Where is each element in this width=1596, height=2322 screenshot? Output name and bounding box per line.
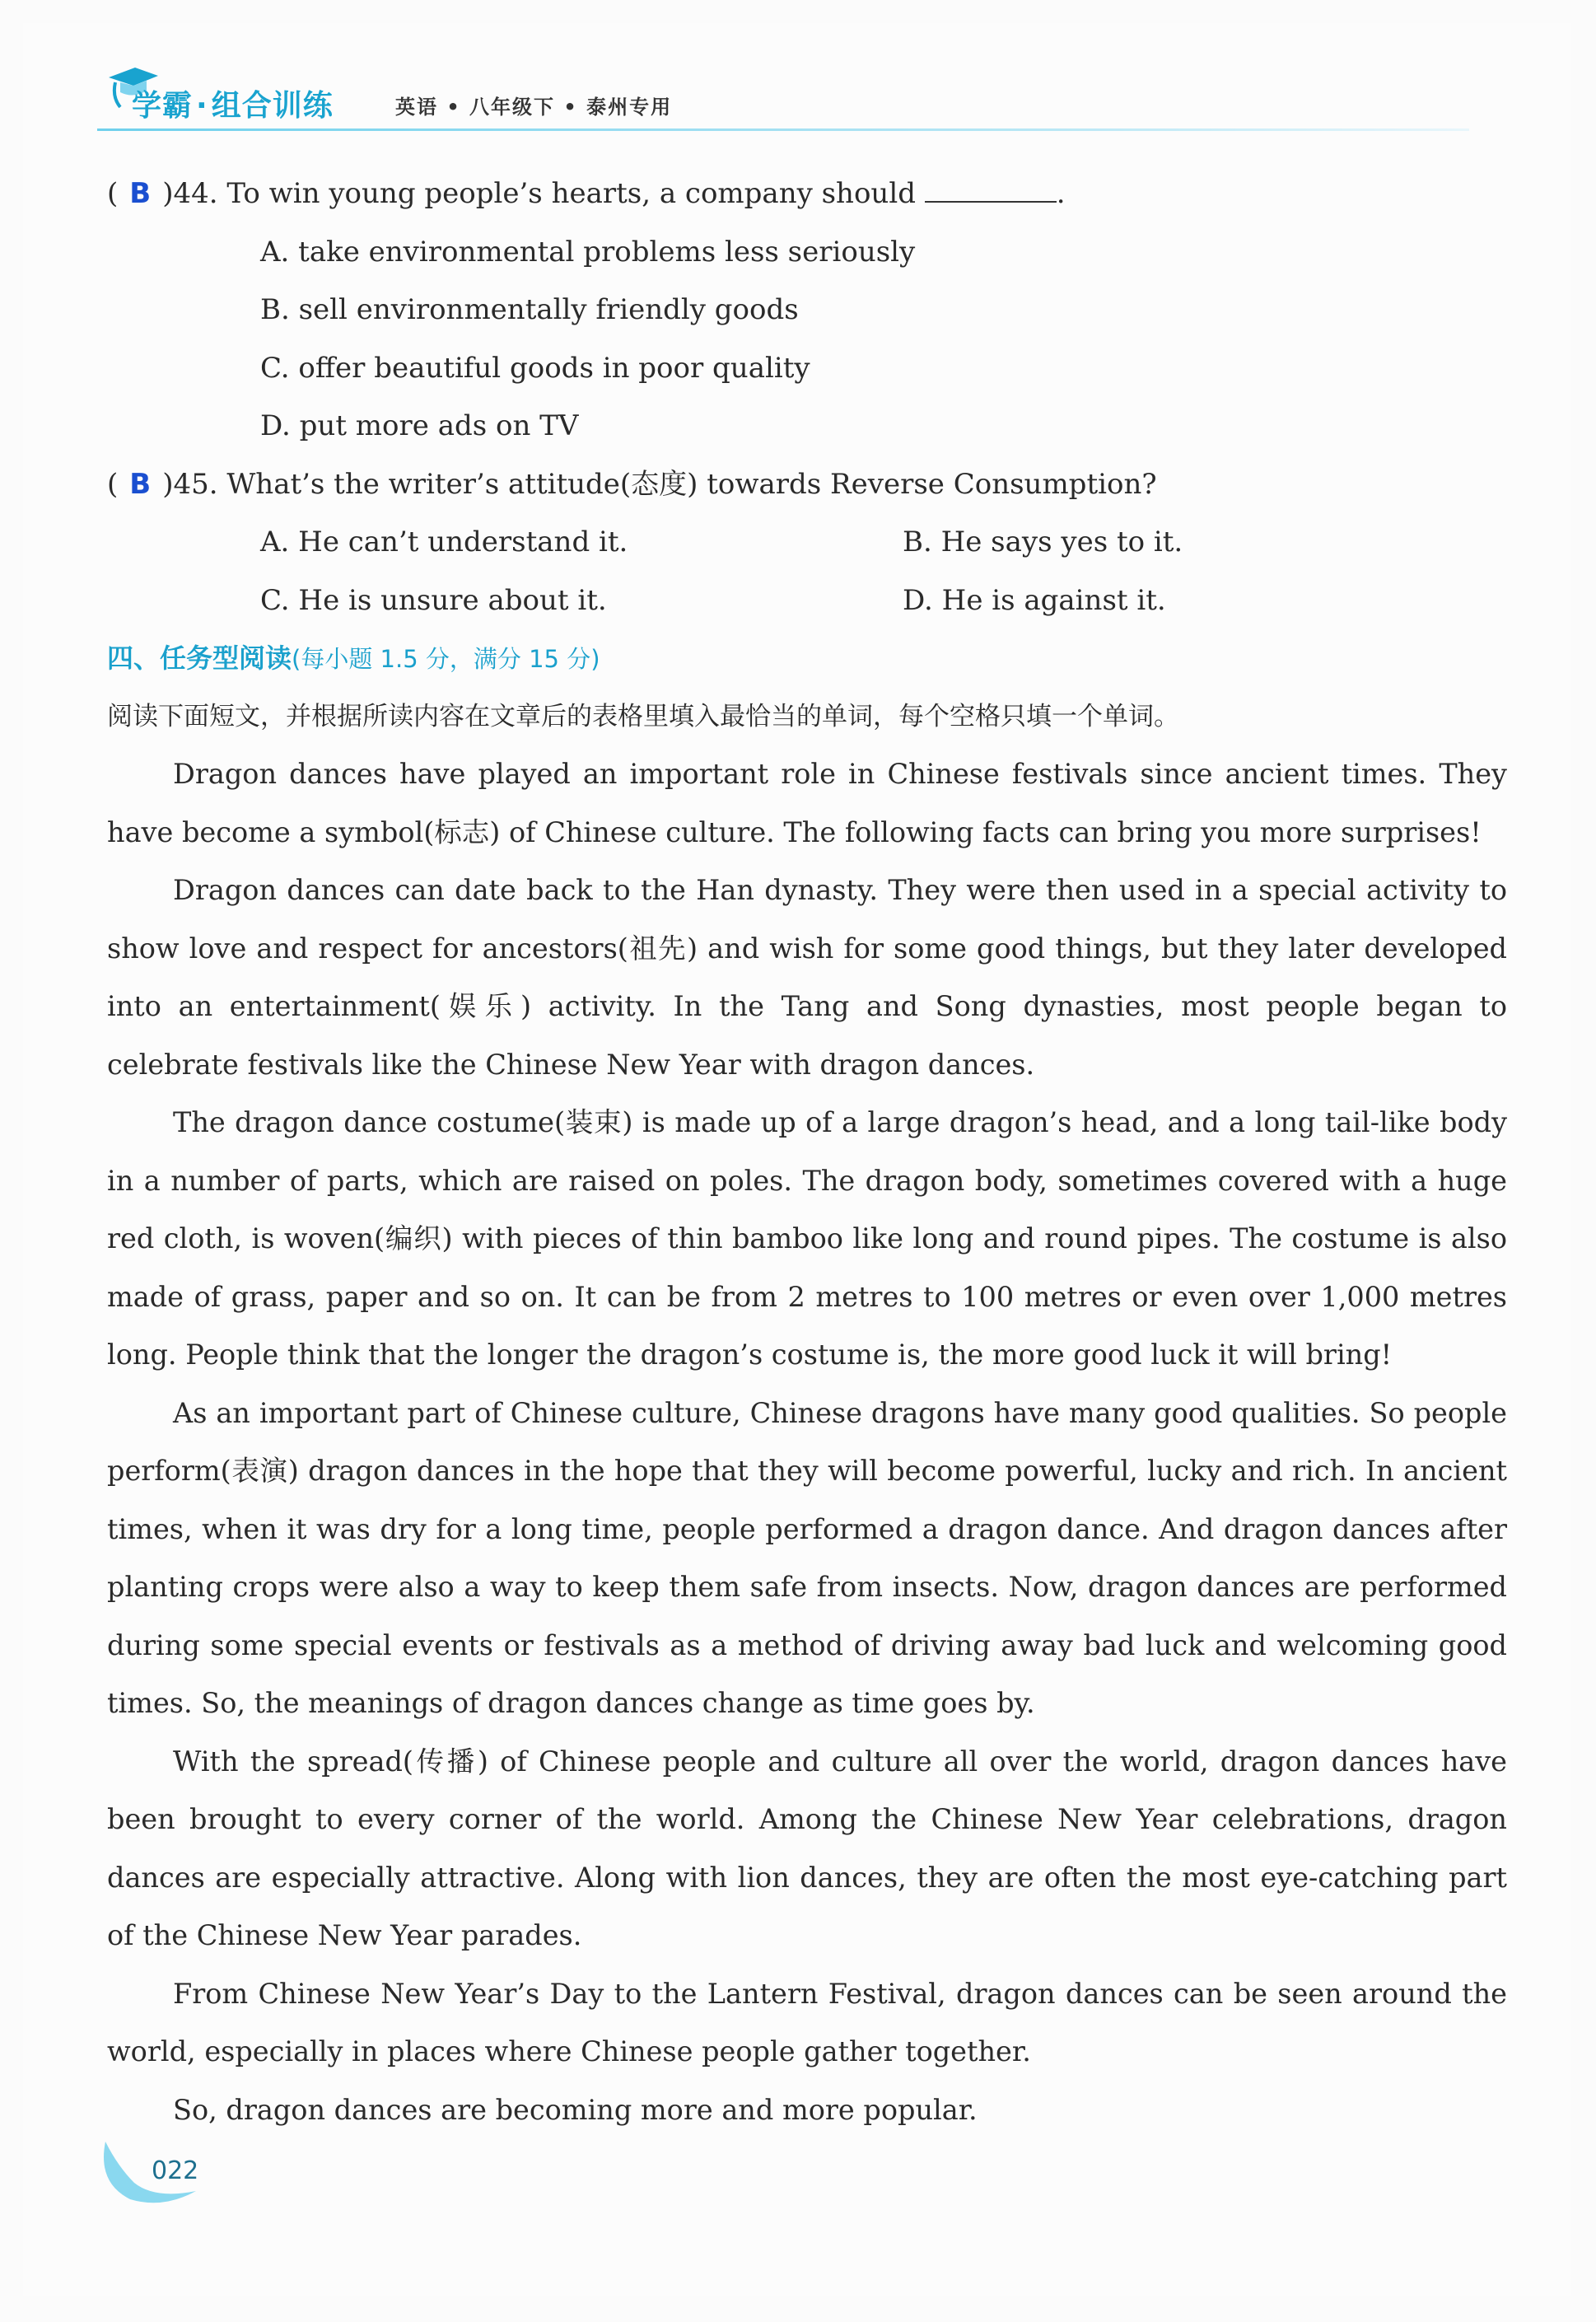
- option-c: C. He is unsure about it.: [260, 583, 607, 617]
- series-label: 英语 • 八年级下 • 泰州专用: [395, 96, 673, 119]
- question-number: )44.: [162, 177, 218, 210]
- option-a: A. He can’t understand it.: [260, 526, 628, 558]
- passage-paragraph: With the spread(传播) of Chinese people and culture all over the world, dragon dances have been brought to every corner of the world. Among the Chinese New Year celebrations, dragon dances are especially attractive. Along with lion dances, they are often the most eye-catching part of the Chinese New Year parades.: [107, 1745, 1507, 1951]
- question-stem: To win young people’s hearts, a company should: [226, 177, 916, 210]
- question-44: ( B )44. To win young people’s hearts, a company should .: [107, 177, 1066, 210]
- answer-44: B: [129, 177, 152, 210]
- section-instruction: 阅读下面短文，并根据所读内容在文章后的表格里填入最恰当的单词，每个空格只填一个单词。: [107, 701, 1179, 731]
- options-row: [107, 513, 1507, 572]
- page-number-text: 022: [152, 2156, 199, 2185]
- passage-paragraph: The dragon dance costume(装束) is made up of a large dragon’s head, and a long tail-like body in a number of parts, which are raised on poles. The dragon body, sometimes covered with a huge red cloth, is woven(编织) with pieces of thin bamboo like long and round pipes. The costume is also made of grass, paper and so on. It can be from 2 metres to 100 metres or even over 1,000 metres long. People think that the longer the dragon’s costume is, the more good luck it will bring!: [107, 1106, 1507, 1371]
- brand-title: 学霸 · 组合训练: [132, 89, 334, 123]
- question-stem: What’s the writer’s attitude(态度) towards Reverse Consumption?: [226, 467, 1157, 501]
- option-c: C. offer beautiful goods in poor quality: [260, 351, 810, 385]
- answer-blank: [925, 176, 1057, 203]
- page-number: [97, 2133, 204, 2208]
- section-note: (每小题 1.5 分，满分 15 分): [292, 645, 600, 673]
- option-b: B. He says yes to it.: [903, 526, 1183, 558]
- passage-paragraph: Dragon dances have played an important role in Chinese festivals since ancient times. They have become a symbol(标志) of Chinese culture. The following facts can bring you more surprises!: [107, 758, 1507, 848]
- question-45: ( B )45. What’s the writer’s attitude(态度) towards Reverse Consumption?: [107, 467, 1157, 501]
- passage-paragraph: So, dragon dances are becoming more and more popular.: [173, 2093, 978, 2126]
- page-header: [99, 49, 1466, 124]
- passage-paragraph: Dragon dances can date back to the Han dynasty. They were then used in a special activity to show love and respect for ancestors(祖先) and wish for some good things, but they later developed into an entertainment(娱乐) activity. In the Tang and Song dynasties, most people began to celebrate festivals like the Chinese New Year with dragon dances.: [107, 874, 1507, 1081]
- option-d: D. put more ads on TV: [260, 409, 579, 442]
- section-title: 四、任务型阅读(每小题 1.5 分，满分 15 分): [107, 642, 600, 674]
- option-d: D. He is against it.: [903, 583, 1166, 617]
- stem-end: .: [1056, 177, 1066, 210]
- header-divider: [97, 128, 1469, 131]
- options-row: [107, 572, 1507, 630]
- passage-paragraph: From Chinese New Year’s Day to the Lantern Festival, dragon dances can be seen around the world, especially in places where Chinese people gather together.: [107, 1977, 1507, 2067]
- option-b: B. sell environmentally friendly goods: [260, 293, 799, 326]
- question-number: )45.: [162, 467, 218, 501]
- content: [107, 165, 1507, 2139]
- brand-name: 学霸: [132, 89, 194, 123]
- passage-paragraph: As an important part of Chinese culture, Chinese dragons have many good qualities. So people perform(表演) dragon dances in the hope that they will become powerful, lucky and rich. In ancient times, when it was dry for a long time, people performed a dragon dance. And dragon dances after planting crops were also a way to keep them safe from insects. Now, dragon dances are performed during some special events or festivals as a method of driving away bad luck and welcoming good times. So, the meanings of dragon dances change as time goes by.: [107, 1396, 1507, 1719]
- brand-subtitle: 组合训练: [211, 89, 334, 123]
- option-a: A. take environmental problems less seriously: [260, 235, 916, 269]
- answer-45: B: [129, 467, 152, 501]
